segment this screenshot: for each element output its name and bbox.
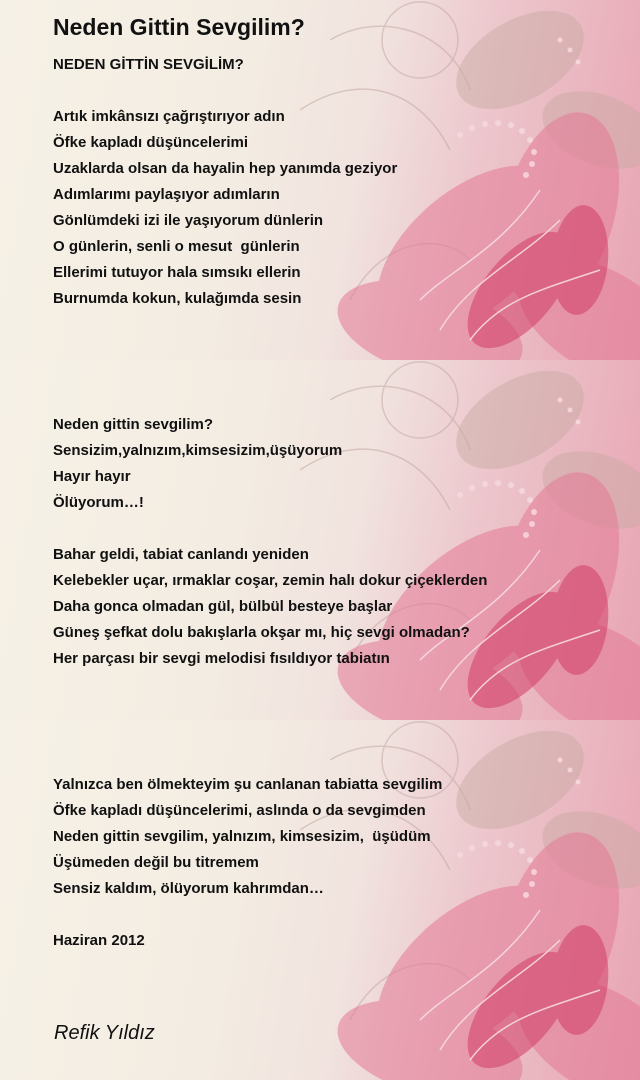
poem-line: Üşümeden değil bu titremem	[53, 854, 259, 871]
poem-line: Yalnızca ben ölmekteyim şu canlanan tabiatta sevgilim	[53, 776, 443, 793]
poem-line: Uzaklarda olsan da hayalin hep yanımda geziyor	[53, 160, 398, 177]
poem-line: Neden gittin sevgilim, yalnızım, kimsesizim, üşüdüm	[53, 828, 431, 845]
poem-line: Sensizim,yalnızım,kimsesizim,üşüyorum	[53, 442, 343, 459]
poem-line: Öfke kapladı düşüncelerimi	[53, 134, 249, 151]
poem-subtitle: NEDEN GİTTİN SEVGİLİM?	[53, 56, 244, 73]
poem-line: Bahar geldi, tabiat canlandı yeniden	[53, 546, 309, 563]
poem-line: O günlerin, senli o mesut günlerin	[53, 238, 300, 255]
poem-line: Gönlümdeki izi ile yaşıyorum dünlerin	[53, 212, 324, 229]
poem-line: Neden gittin sevgilim?	[53, 416, 214, 433]
poem-line: Ölüyorum…!	[53, 494, 144, 511]
poem-author: Refik Yıldız	[54, 1022, 155, 1044]
poem-line: Sensiz kaldım, ölüyorum kahrımdan…	[53, 880, 324, 897]
poem-line: Daha gonca olmadan gül, bülbül besteye başlar	[53, 598, 393, 615]
poem-line: Öfke kapladı düşüncelerimi, aslında o da sevgimden	[53, 802, 426, 819]
poem-line: Güneş şefkat dolu bakışlarla okşar mı, hiç sevgi olmadan?	[53, 624, 470, 641]
poem-line: Ellerimi tutuyor hala sımsıkı ellerin	[53, 264, 301, 281]
poem-line: Artık imkânsızı çağrıştırıyor adın	[53, 108, 285, 125]
poem-line: Kelebekler uçar, ırmaklar coşar, zemin halı dokur çiçeklerden	[53, 572, 488, 589]
poem-date: Haziran 2012	[53, 932, 145, 949]
poem-line: Hayır hayır	[53, 468, 131, 485]
poem-line: Her parçası bir sevgi melodisi fısıldıyor tabiatın	[53, 650, 390, 667]
poem-line: Adımlarımı paylaşıyor adımların	[53, 186, 280, 203]
poem-title: Neden Gittin Sevgilim?	[53, 14, 305, 40]
poem-line: Burnumda kokun, kulağımda sesin	[53, 290, 302, 307]
